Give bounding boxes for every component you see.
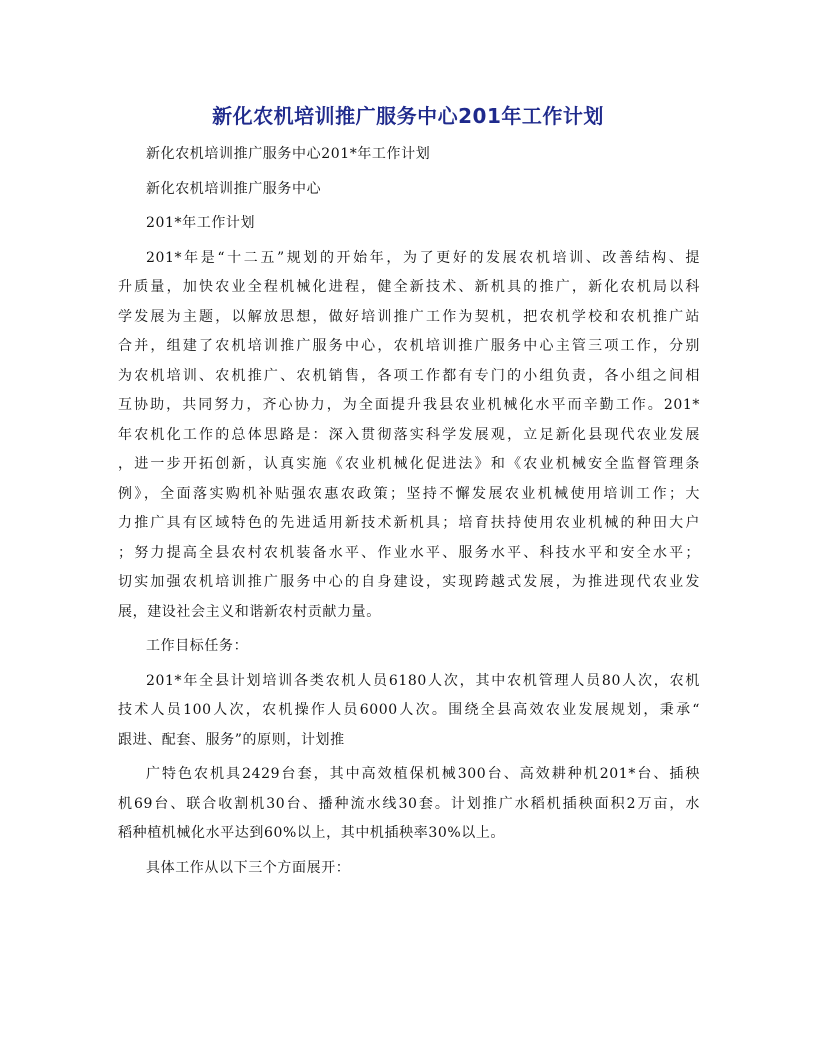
text-line: 年农机化工作的总体思路是：深入贯彻落实科学发展观，立足新化县现代农业发展 xyxy=(118,426,700,443)
document-body xyxy=(118,140,700,883)
text-line: 展，建设社会主义和谐新农村贡献力量。 xyxy=(118,603,381,620)
document-title: 新化农机培训推广服务中心201年工作计划 xyxy=(212,104,604,128)
text-line: 学发展为主题，以解放思想，做好培训推广工作为契机，把农机学校和农机推广站 xyxy=(118,308,700,325)
text-line: 技术人员100人次，农机操作人员6000人次。围绕全县高效农业发展规划，秉承“ xyxy=(118,702,700,718)
text-line: 机69台、联合收割机30台、播种流水线30套。计划推广水稻机插秧面积2万亩，水 xyxy=(118,795,700,812)
text-line: 为农机培训、农机推广、农机销售，各项工作都有专门的小组负责，各小组之间相 xyxy=(118,367,700,384)
paragraph-machinery-plan xyxy=(118,760,700,849)
text-line: 力推广具有区域特色的先进适用新技术新机具；培育扶持使用农业机械的种田大户 xyxy=(118,515,700,531)
heading-line: 新化农机培训推广服务中心 xyxy=(146,180,322,197)
text-line: ，进一步开拓创新，认真实施《农业机械化促进法》和《农业机械安全监督管理条 xyxy=(118,456,700,472)
heading-line: 201*年工作计划 xyxy=(146,215,256,231)
text-line: 跟进、配套、服务”的原则，计划推 xyxy=(118,731,345,748)
text-line: 广特色农机具2429台套，其中高效植保机械300台、高效耕种机201*台、插秧 xyxy=(146,766,700,782)
text-line: 升质量，加快农业全程机械化进程，健全新技术、新机具的推广，新化农机局以科 xyxy=(118,279,700,295)
text-line: 互协助，共同努力，齐心协力，为全面提升我县农业机械化水平而辛勤工作。201* xyxy=(118,397,700,413)
text-line: 合并，组建了农机培训推广服务中心，农机培训推广服务中心主管三项工作，分别 xyxy=(118,338,700,354)
heading-line: 新化农机培训推广服务中心201*年工作计划 xyxy=(146,146,431,162)
text-line: 201*年是“十二五”规划的开始年，为了更好的发展农机培训、改善结构、提 xyxy=(146,249,700,266)
text-line: 例》，全面落实购机补贴强农惠农政策；坚持不懈发展农业机械使用培训工作；大 xyxy=(118,485,700,502)
paragraph-training-plan xyxy=(118,667,700,756)
text-line: 201*年全县计划培训各类农机人员6180人次，其中农机管理人员80人次，农机 xyxy=(146,672,700,689)
text-line: 稻种植机械化水平达到60%以上，其中机插秧率30%以上。 xyxy=(118,825,506,841)
text-line: 切实加强农机培训推广服务中心的自身建设，实现跨越式发展，为推进现代农业发 xyxy=(118,574,700,590)
section-heading-work: 具体工作从以下三个方面展开： xyxy=(146,859,351,876)
paragraph-overview xyxy=(118,244,700,628)
text-line: ；努力提高全县农村农机装备水平、作业水平、服务水平、科技水平和安全水平； xyxy=(118,544,700,561)
section-heading-goal: 工作目标任务： xyxy=(146,638,249,654)
